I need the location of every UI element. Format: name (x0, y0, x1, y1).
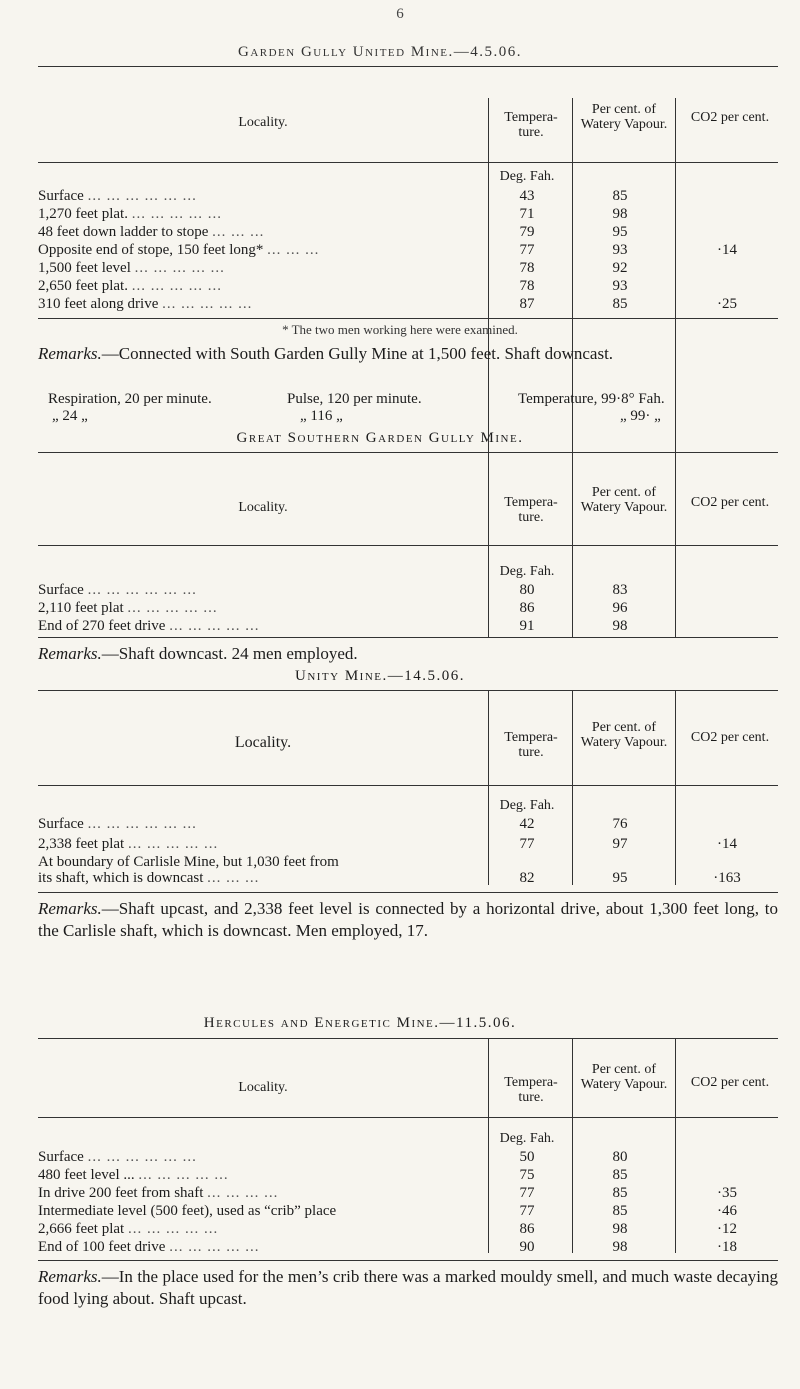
rule (38, 1260, 778, 1261)
table-row-vapour: 93 (612, 278, 628, 294)
column-divider (488, 1038, 489, 1253)
table-row-vapour: 98 (612, 1221, 628, 1237)
table-row-vapour: 95 (612, 870, 628, 886)
table-row-co2: ·46 (717, 1203, 737, 1219)
remarks: Remarks.—Shaft downcast. 24 men employed. (38, 644, 358, 663)
table-row-temp: 42 (519, 816, 535, 832)
table-row-temp: 71 (519, 206, 535, 222)
table-row-vapour: 85 (612, 296, 628, 312)
table-row-temp: 77 (519, 1203, 535, 1219)
table-row-locality: 2,650 feet plat. ... ... ... ... ... (38, 278, 222, 294)
table-row-co2: ·14 (717, 242, 737, 258)
page-number: 6 (396, 6, 404, 22)
rule (38, 66, 778, 67)
table-row-vapour: 83 (612, 582, 628, 598)
table-row-locality-cont: its shaft, which is downcast ... ... ... (38, 870, 260, 886)
table-row-temp: 91 (519, 618, 535, 634)
section-title-great-southern: Great Southern Garden Gully Mine. (236, 430, 524, 446)
table-row-vapour: 80 (612, 1149, 628, 1165)
table-row-locality: Surface ... ... ... ... ... ... (38, 1149, 197, 1165)
rule (38, 1117, 778, 1118)
table-row-temp: 86 (519, 600, 535, 616)
table-row-locality: Surface ... ... ... ... ... ... (38, 188, 197, 204)
rule (38, 1038, 778, 1039)
table-row-locality: Opposite end of stope, 150 feet long* ... ... ... (38, 242, 320, 258)
column-divider (572, 1038, 573, 1253)
table-row-locality: 1,270 feet plat. ... ... ... ... ... (38, 206, 222, 222)
header-co2: CO2 per cent. (690, 495, 770, 510)
rule (38, 162, 778, 163)
rule (38, 785, 778, 786)
table-row-temp: 43 (519, 188, 535, 204)
table-row-locality: 2,338 feet plat ... ... ... ... ... (38, 836, 219, 852)
rule (38, 545, 778, 546)
table-row-temp: 86 (519, 1221, 535, 1237)
header-locality: Locality. (238, 500, 288, 515)
header-vapour: Per cent. of Watery Vapour. (580, 102, 668, 132)
unit-label: Deg. Fah. (499, 169, 555, 184)
table-row-temp: 78 (519, 260, 535, 276)
table-row-temp: 80 (519, 582, 535, 598)
rule (38, 452, 778, 453)
table-row-co2: ·25 (717, 296, 737, 312)
section-title-unity: Unity Mine.—14.5.06. (294, 668, 466, 684)
table-row-locality: 480 feet level ... ... ... ... ... ... (38, 1167, 229, 1183)
remarks: Remarks.—In the place used for the men’s crib there was a marked mouldy smell, and much waste decaying food lying about. Shaft upcast. (38, 1267, 778, 1308)
column-divider (675, 1038, 676, 1253)
pulse: „ 116 „ (300, 408, 343, 424)
table-row-co2: ·35 (717, 1185, 737, 1201)
section-title-garden-gully: Garden Gully United Mine.—4.5.06. (237, 44, 522, 60)
header-locality: Locality. (234, 734, 292, 751)
table-row-locality: 2,666 feet plat ... ... ... ... ... (38, 1221, 219, 1237)
table-row-vapour: 98 (612, 1239, 628, 1255)
table-row-vapour: 76 (612, 816, 628, 832)
table-row-vapour: 98 (612, 618, 628, 634)
unit-label: Deg. Fah. (499, 798, 555, 813)
header-co2: CO2 per cent. (690, 110, 770, 125)
table-row-vapour: 85 (612, 188, 628, 204)
table-row-co2: ·14 (717, 836, 737, 852)
remarks: Remarks.—Connected with South Garden Gully Mine at 1,500 feet. Shaft downcast. (38, 344, 614, 363)
table-row-locality: End of 270 feet drive ... ... ... ... ... (38, 618, 260, 634)
column-divider (572, 690, 573, 885)
table-row-temp: 87 (519, 296, 535, 312)
table-row-vapour: 93 (612, 242, 628, 258)
table-row-vapour: 92 (612, 260, 628, 276)
column-divider (675, 690, 676, 885)
table-row-locality: 310 feet along drive ... ... ... ... ... (38, 296, 253, 312)
respiration: Respiration, 20 per minute. (48, 391, 212, 407)
rule (38, 318, 778, 319)
header-co2: CO2 per cent. (690, 1075, 770, 1090)
table-row-vapour: 85 (612, 1203, 628, 1219)
table-row-vapour: 98 (612, 206, 628, 222)
table-row-locality: 2,110 feet plat ... ... ... ... ... (38, 600, 218, 616)
temperature: Temperature, 99·8° Fah. (518, 391, 665, 407)
rule (38, 690, 778, 691)
table-row-temp: 79 (519, 224, 535, 240)
table-row-locality: Intermediate level (500 feet), used as “crib” place (38, 1203, 337, 1219)
table-row-locality: End of 100 feet drive ... ... ... ... ... (38, 1239, 260, 1255)
remarks: Remarks.—Shaft upcast, and 2,338 feet level is connected by a horizontal drive, about 1,300 feet long, to the Carlisle shaft, which is downcast. Men employed, 17. (38, 899, 778, 940)
table-row-temp: 77 (519, 242, 535, 258)
header-temperature: Tempera-ture. (504, 730, 558, 760)
header-locality: Locality. (238, 1080, 288, 1095)
pulse: Pulse, 120 per minute. (287, 391, 422, 407)
table-row-co2: ·12 (717, 1221, 737, 1237)
table-row-temp: 50 (519, 1149, 535, 1165)
table-row-co2: ·163 (713, 870, 741, 886)
header-temperature: Tempera-ture. (504, 110, 558, 140)
footnote: * The two men working here were examined. (282, 322, 518, 337)
table-row-temp: 90 (519, 1239, 535, 1255)
header-locality: Locality. (238, 115, 288, 130)
table-row-temp: 77 (519, 1185, 535, 1201)
table-row-temp: 77 (519, 836, 535, 852)
header-vapour: Per cent. of Watery Vapour. (580, 1062, 668, 1092)
table-row-temp: 78 (519, 278, 535, 294)
table-row-vapour: 95 (612, 224, 628, 240)
table-row-temp: 75 (519, 1167, 535, 1183)
table-row-vapour: 85 (612, 1167, 628, 1183)
table-row-locality: Surface ... ... ... ... ... ... (38, 582, 197, 598)
rule (38, 637, 778, 638)
table-row-locality: Surface ... ... ... ... ... ... (38, 816, 197, 832)
table-row-co2: ·18 (717, 1239, 737, 1255)
table-row-locality: 1,500 feet level ... ... ... ... ... (38, 260, 225, 276)
section-title-hercules: Hercules and Energetic Mine.—11.5.06. (203, 1015, 517, 1031)
header-vapour: Per cent. of Watery Vapour. (580, 485, 668, 515)
temperature: „ 99· „ (620, 408, 661, 424)
table-row-locality: In drive 200 feet from shaft ... ... ... ... (38, 1185, 279, 1201)
table-row-locality: 48 feet down ladder to stope ... ... ... (38, 224, 265, 240)
table-row-temp: 82 (519, 870, 535, 886)
table-row-vapour: 96 (612, 600, 628, 616)
header-co2: CO2 per cent. (690, 730, 770, 745)
column-divider (488, 690, 489, 885)
rule (38, 892, 778, 893)
unit-label: Deg. Fah. (499, 564, 555, 579)
respiration: „ 24 „ (52, 408, 88, 424)
header-temperature: Tempera-ture. (504, 1075, 558, 1105)
unit-label: Deg. Fah. (499, 1131, 555, 1146)
table-row-locality: At boundary of Carlisle Mine, but 1,030 feet from (38, 854, 339, 870)
table-row-vapour: 85 (612, 1185, 628, 1201)
header-temperature: Tempera-ture. (504, 495, 558, 525)
header-vapour: Per cent. of Watery Vapour. (580, 720, 668, 750)
table-row-vapour: 97 (612, 836, 628, 852)
